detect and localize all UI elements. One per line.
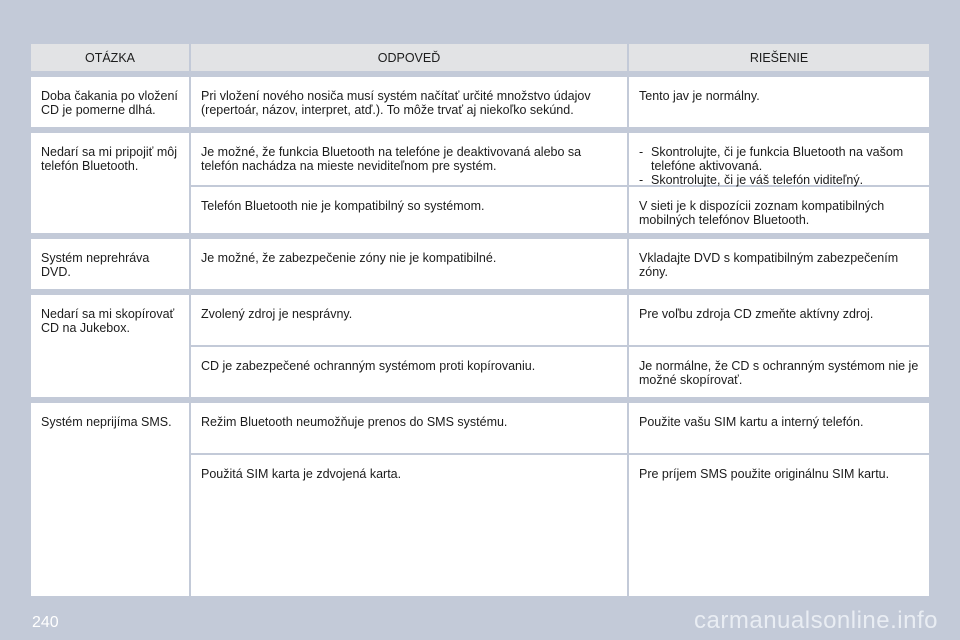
watermark: carmanualsonline.info bbox=[694, 607, 938, 634]
question-cell: Nedarí sa mi pripojiť môj telefón Bluetooth. bbox=[31, 127, 189, 233]
page-number: 240 bbox=[32, 614, 59, 631]
question-cell: Systém neprijíma SMS. bbox=[31, 397, 189, 596]
solution-cell bbox=[629, 127, 929, 185]
answer-cell: Je možné, že zabezpečenie zóny nie je kompatibilné. bbox=[191, 233, 627, 289]
solution-cell: Pre voľbu zdroja CD zmeňte aktívny zdroj. bbox=[629, 289, 929, 345]
solution-cell: Pre príjem SMS použite originálnu SIM kartu. bbox=[629, 453, 929, 596]
header-solution: RIEŠENIE bbox=[629, 44, 929, 71]
answer-cell: Je možné, že funkcia Bluetooth na telefóne je deaktivovaná alebo sa telefón nachádza na mieste neviditeľnom pre systém. bbox=[191, 127, 627, 185]
answer-cell: Telefón Bluetooth nie je kompatibilný so systémom. bbox=[191, 185, 627, 233]
solution-list-item: - Skontrolujte, či je váš telefón viditeľný. bbox=[639, 173, 919, 187]
header-question: OTÁZKA bbox=[31, 44, 189, 71]
solution-cell: Použite vašu SIM kartu a interný telefón. bbox=[629, 397, 929, 453]
solution-cell: Je normálne, že CD s ochranným systémom nie je možné skopírovať. bbox=[629, 345, 929, 397]
answer-cell: CD je zabezpečené ochranným systémom proti kopírovaniu. bbox=[191, 345, 627, 397]
header-answer: ODPOVEĎ bbox=[191, 44, 627, 71]
answer-cell: Použitá SIM karta je zdvojená karta. bbox=[191, 453, 627, 596]
faq-table bbox=[31, 44, 929, 608]
solution-cell: Vkladajte DVD s kompatibilným zabezpečením zóny. bbox=[629, 233, 929, 289]
answer-cell: Pri vložení nového nosiča musí systém načítať určité množstvo údajov (repertoár, názov, interpret, atď.). To môže trvať aj niekoľko sekúnd. bbox=[191, 71, 627, 127]
answer-cell: Zvolený zdroj je nesprávny. bbox=[191, 289, 627, 345]
solution-list bbox=[639, 145, 919, 187]
question-cell: Systém neprehráva DVD. bbox=[31, 233, 189, 289]
answer-cell: Režim Bluetooth neumožňuje prenos do SMS systému. bbox=[191, 397, 627, 453]
question-cell: Doba čakania po vložení CD je pomerne dlhá. bbox=[31, 71, 189, 127]
solution-list-item: - Skontrolujte, či je funkcia Bluetooth na vašom telefóne aktivovaná. bbox=[639, 145, 919, 173]
question-cell: Nedarí sa mi skopírovať CD na Jukebox. bbox=[31, 289, 189, 397]
solution-cell: V sieti je k dispozícii zoznam kompatibilných mobilných telefónov Bluetooth. bbox=[629, 185, 929, 233]
solution-cell: Tento jav je normálny. bbox=[629, 71, 929, 127]
